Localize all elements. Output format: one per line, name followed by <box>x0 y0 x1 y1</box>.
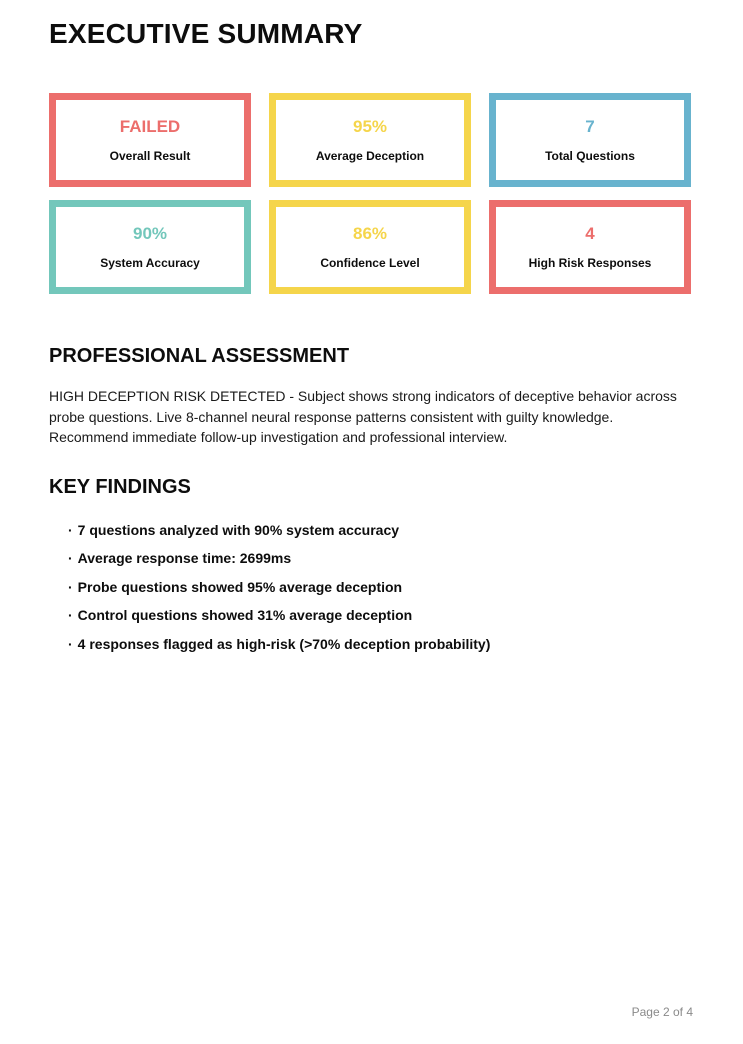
stat-value: 95% <box>352 117 388 136</box>
stat-value: 90% <box>132 224 168 243</box>
stat-label: Confidence Level <box>320 256 420 270</box>
stat-card-total-questions <box>489 93 691 187</box>
finding-item <box>68 630 693 659</box>
finding-text: Control questions showed 31% average deception <box>77 607 413 623</box>
finding-item <box>68 544 693 573</box>
finding-item <box>68 573 693 602</box>
findings-list <box>49 516 693 659</box>
stat-value: 86% <box>352 224 388 243</box>
stat-label: Total Questions <box>545 149 635 163</box>
stat-value: 7 <box>585 117 595 136</box>
finding-text: 4 responses flagged as high-risk (>70% deception probability) <box>77 635 491 652</box>
stat-label: Average Deception <box>315 149 425 163</box>
stat-card-confidence-level <box>269 200 471 294</box>
stat-card-overall-result <box>49 93 251 187</box>
stat-cards-grid <box>49 93 691 294</box>
stat-label: High Risk Responses <box>528 256 652 270</box>
finding-item <box>68 601 693 630</box>
stat-card-high-risk-responses <box>489 200 691 294</box>
stat-label: Overall Result <box>109 149 191 163</box>
bullet-icon: · <box>68 550 73 566</box>
stat-card-system-accuracy <box>49 200 251 294</box>
finding-text: 7 questions analyzed with 90% system accuracy <box>77 521 400 538</box>
bullet-icon: · <box>68 521 73 538</box>
stat-value: FAILED <box>119 117 181 136</box>
bullet-icon: · <box>68 607 73 623</box>
finding-text: Probe questions showed 95% average deception <box>77 578 403 595</box>
assessment-text: HIGH DECEPTION RISK DETECTED - Subject shows strong indicators of deceptive behavior across probe questions. Live 8-channel neural response patterns consistent with guilty knowledge. Recommend immediate follow-up investigation and professional interview. <box>49 388 677 445</box>
section-heading-professional-assessment: PROFESSIONAL ASSESSMENT <box>49 345 350 367</box>
page-number: Page 2 of 4 <box>631 1005 693 1019</box>
page-title: EXECUTIVE SUMMARY <box>49 18 363 49</box>
bullet-icon: · <box>68 578 73 595</box>
stat-label: System Accuracy <box>100 256 200 270</box>
bullet-icon: · <box>68 635 73 652</box>
stat-card-average-deception <box>269 93 471 187</box>
finding-item <box>68 516 693 545</box>
section-heading-key-findings: KEY FINDINGS <box>49 475 191 498</box>
stat-value: 4 <box>585 224 595 243</box>
finding-text: Average response time: 2699ms <box>77 550 292 566</box>
